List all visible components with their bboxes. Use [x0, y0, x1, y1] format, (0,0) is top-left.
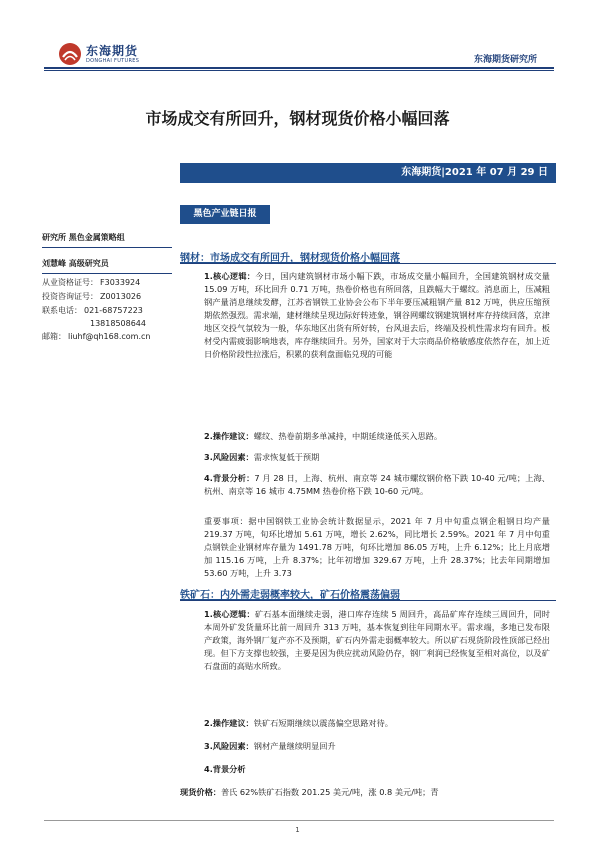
- research-dept: 研究所 黑色金属策略组: [42, 232, 172, 248]
- para-text: 需求恢复低于预期: [253, 452, 320, 462]
- row-label: 邮箱：: [42, 332, 66, 341]
- row-value: Z0013026: [100, 292, 142, 301]
- para-label: 现货价格：: [180, 787, 221, 797]
- para-label: 3.风险因素：: [204, 452, 254, 462]
- analyst-sidebar: [42, 232, 172, 342]
- company-logo: [58, 40, 158, 70]
- ore-operation-advice: [204, 717, 550, 730]
- steel-operation-advice: [204, 430, 550, 443]
- para-label: 2.操作建议：: [204, 718, 254, 728]
- para-text: 7 月 28 日，上海、杭州、南京等 24 城市螺纹钢价格下跌 10-40 元/吨；上海、杭州、南京等 16 城市 4.75MM 热卷价格下跌 10-60 元/吨。: [204, 473, 550, 496]
- consulting-row: [42, 291, 172, 302]
- qualification-row: [42, 277, 172, 288]
- steel-risk-factor: [204, 451, 550, 464]
- report-title: 市场成交有所回升，钢材现货价格小幅回落: [145, 109, 450, 128]
- row-label: 从业资格证号：: [42, 278, 98, 287]
- donghai-logo-icon: [58, 42, 82, 66]
- header-divider-thin: [44, 70, 554, 71]
- para-label: 4.背景分析：: [204, 473, 255, 483]
- steel-key-events: [204, 515, 550, 580]
- ore-spot-price: [180, 786, 556, 799]
- header-institute-label: 东海期货研究所: [473, 55, 537, 65]
- para-text: 今日，国内建筑钢材市场小幅下跌，市场成交量小幅回升，全国建筑钢材成交量 15.09 万吨，环比回升 0.71 万吨，热卷价格也有所回落，且跌幅大于螺纹。消息面上，压减粗钢产量消息继续发酵，江苏省钢铁工业协会公布下半年要压减粗钢产量 812 万吨，供应压缩预期依然强烈。需求端，建材继续呈现边际好转迹象，钢谷网螺纹钢建筑钢材库存持续回落，京津地区交投气氛较为一般，华东地区出货有所好转，台风退去后，终端及投机性需求均有回升。板材受内需疲弱影响地表，库存继续回升。另外，国家对于大宗商品价格敏感度依然存在，加上近日价格阶段性拉涨后，积累的获利盘面临兑现的可能: [204, 271, 550, 359]
- report-type-tag: 黑色产业链日报: [180, 205, 270, 224]
- email-row: [42, 331, 172, 342]
- para-text: 螺纹、热卷前期多单减持，中期延续逢低买入思路。: [253, 431, 443, 441]
- row-value: 021-68757223: [84, 306, 143, 315]
- para-text: 矿石基本面继续走弱，港口库存连续 5 周回升，高品矿库存连续三周回升，同时本周外矿发货量环比前一周回升 313 万吨，基本恢复到往年同期水平。需求端，多地已发布限产政策，海外钢厂复产亦不及预期，矿石内外需走弱概率较大。所以矿石现货阶段性顶部已经出现。但下方支撑也较强，主要是因为供应扰动风险仍存，钢厂利润已经恢复至相对高位，以及矿石盘面的高贴水所致。: [204, 609, 550, 671]
- para-label: 2.操作建议：: [204, 431, 254, 441]
- para-label: 1.核心逻辑：: [204, 609, 255, 619]
- steel-core-logic: [204, 270, 550, 361]
- para-text: 铁矿石短期继续以震荡偏空思路对待。: [253, 718, 393, 728]
- para-text: 普氏 62%铁矿石指数 201.25 美元/吨，涨 0.8 美元/吨；青: [220, 787, 439, 797]
- para-text: 重要事项：据中国钢铁工业协会统计数据显示，2021 年 7 月中旬重点钢企粗钢日均产量 219.37 万吨，旬环比增加 5.61 万吨，增长 2.62%，同比增长 2.59%。2021 年 7 月中旬重点钢铁企业钢材库存量为 1491.78 万吨，旬环比增加 86.05 万吨，上升 6.12%；比上月底增加 115.16 万吨，上升 8.37%；比年初增加 329.67 万吨，上升 28.37%；比去年同期增加 53.60 万吨，上升 3.73: [204, 516, 550, 578]
- row-value: F3033924: [100, 278, 141, 287]
- analyst-name: 刘慧峰 高级研究员: [42, 258, 172, 274]
- header-divider: [44, 67, 554, 69]
- ore-risk-factor: [204, 740, 550, 753]
- email-link[interactable]: liuhf@qh168.com.cn: [68, 332, 151, 341]
- phone-row: [42, 305, 172, 316]
- row-label: 联系电话：: [42, 306, 82, 315]
- ore-section-heading: 铁矿石：内外需走弱概率较大，矿石价格震荡偏弱: [180, 586, 556, 601]
- steel-background: [204, 472, 550, 498]
- footer-divider: [44, 820, 554, 821]
- date-banner: 东海期货|2021 年 07 月 29 日: [180, 163, 556, 183]
- row-value: 13818508644: [90, 319, 146, 328]
- para-label: 4.背景分析: [204, 764, 246, 774]
- steel-section-heading: 钢材：市场成交有所回升，钢材现货价格小幅回落: [180, 249, 556, 264]
- ore-background: [204, 763, 550, 776]
- para-label: 1.核心逻辑：: [204, 271, 256, 281]
- logo-text-cn: 东海期货: [86, 44, 139, 58]
- logo-text-en: DONGHAI FUTURES: [86, 58, 140, 64]
- para-text: 钢材产量继续明显回升: [253, 741, 336, 751]
- para-label: 3.风险因素：: [204, 741, 254, 751]
- ore-core-logic: [204, 608, 550, 673]
- mobile-row: [42, 319, 172, 328]
- row-label: 投资咨询证号：: [42, 292, 98, 301]
- page-number: 1: [295, 826, 300, 834]
